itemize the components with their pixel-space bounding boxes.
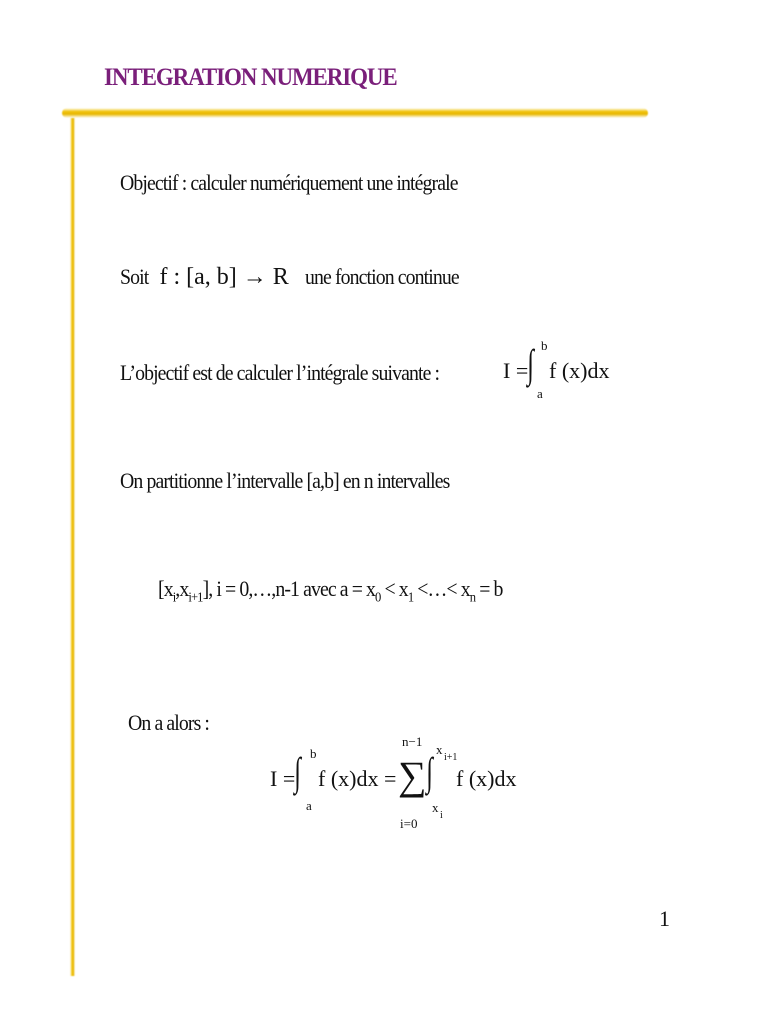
intervals-part: ], i = 0,…,n-1 avec a = x <box>202 576 376 601</box>
integral-sign: ∫ <box>527 341 534 386</box>
integral-sign: ∫ <box>294 749 301 794</box>
intervals-sub-0: 0 <box>375 590 381 606</box>
sum-lhs: I = <box>270 766 296 791</box>
int-upper-x: x <box>436 742 443 757</box>
integrand: f (x)dx <box>549 358 610 383</box>
partition-line: On partitionne l’intervalle [a,b] en n intervalles <box>120 468 450 493</box>
upper-limit: b <box>541 338 548 353</box>
slide-title: INTEGRATION NUMERIQUE <box>104 64 397 91</box>
intervals-part: = b <box>475 576 503 601</box>
page-number: 1 <box>659 906 670 931</box>
int-lower-x: x <box>432 800 439 815</box>
intervals-sub-n: n <box>469 590 476 606</box>
soit-label: Soit <box>120 264 149 289</box>
lower-limit: a <box>537 386 543 401</box>
formula-lhs: I = <box>503 358 529 383</box>
intervals-part: <…< x <box>413 576 470 601</box>
integral-sign: ∫ <box>426 749 433 794</box>
intervals-line <box>158 576 503 606</box>
integrand-1: f (x)dx = <box>318 766 397 791</box>
sum-upper: n−1 <box>402 734 423 749</box>
intervals-part: [x <box>158 576 173 601</box>
intervals-sub-i: i <box>172 590 176 606</box>
int-upper-sub: i+1 <box>444 752 458 763</box>
sum-lower: i=0 <box>400 816 418 831</box>
int-lower-sub: i <box>440 810 443 821</box>
intervals-part: ,x <box>175 576 189 601</box>
title-underline-bar <box>62 108 648 118</box>
intervals-part: < x <box>380 576 408 601</box>
integrand-2: f (x)dx <box>456 766 517 791</box>
intervals-sub-i1: i+1 <box>188 590 203 606</box>
alors-line: On a alors : <box>128 710 210 735</box>
sigma-sign: ∑ <box>398 753 427 798</box>
lower-limit: a <box>306 798 312 813</box>
soit-line <box>120 264 476 291</box>
upper-limit: b <box>310 746 317 761</box>
integral-intro: L’objectif est de calculer l’intégrale suivante : <box>120 360 440 385</box>
left-accent-bar <box>70 118 75 976</box>
integral-formula <box>503 338 613 402</box>
sum-formula <box>270 736 530 836</box>
soit-formula: f : [a, b] → R <box>159 264 289 290</box>
intervals-sub-1: 1 <box>407 590 414 606</box>
soit-suffix: une fonction continue <box>304 264 459 289</box>
objective-line: Objectif : calculer numériquement une intégrale <box>120 170 458 195</box>
